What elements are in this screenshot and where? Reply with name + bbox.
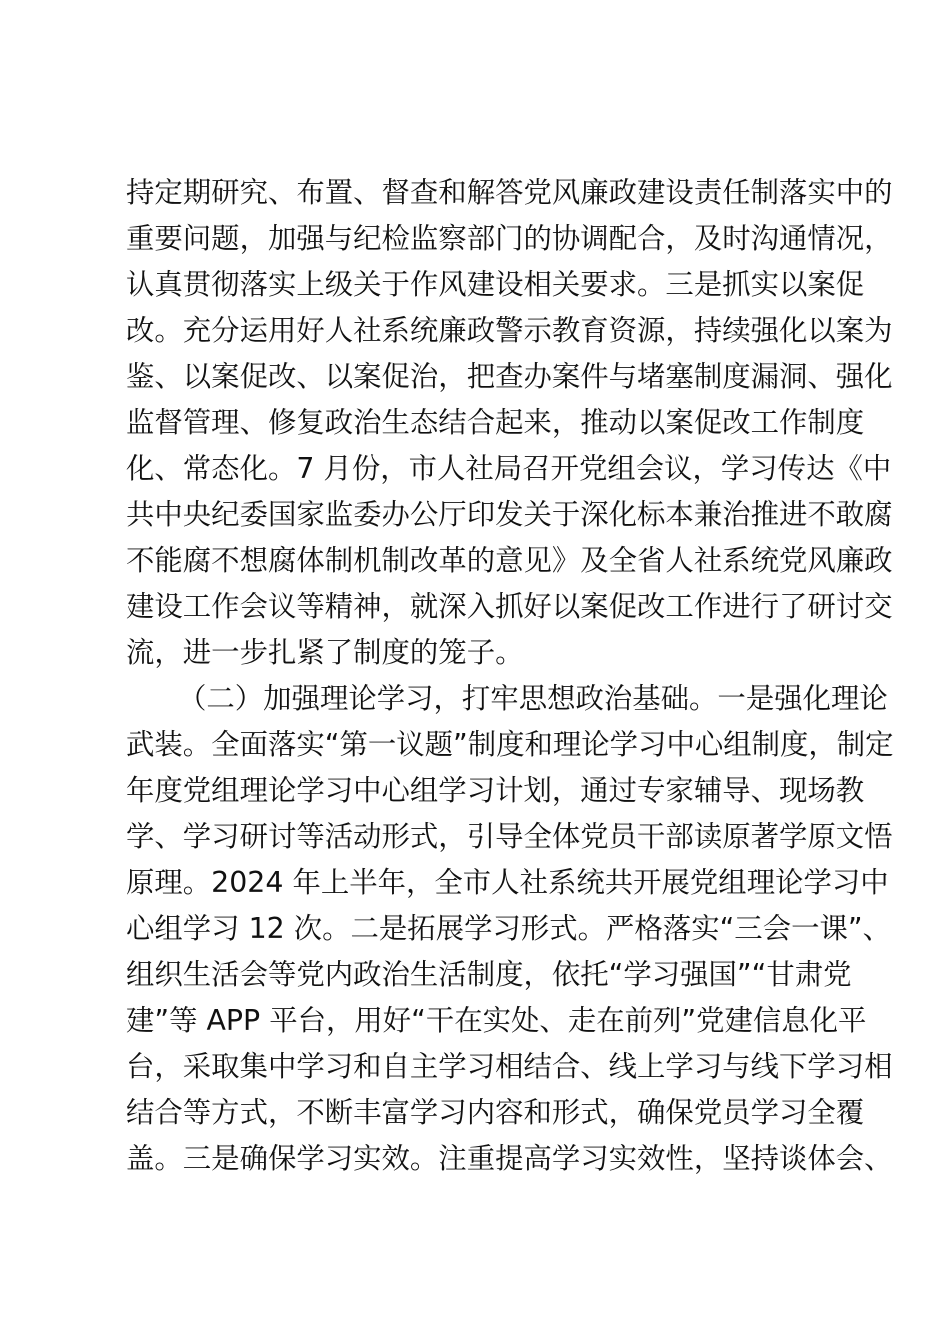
text-line: 共中央纪委国家监委办公厅印发关于深化标本兼治推进不敢腐 bbox=[126, 498, 893, 531]
text-line: 年度党组理论学习中心组学习计划，通过专家辅导、现场教 bbox=[126, 774, 865, 807]
text-line: 学、学习研讨等活动形式，引导全体党员干部读原著学原文悟 bbox=[126, 820, 893, 853]
text-line: 建设工作会议等精神，就深入抓好以案促改工作进行了研讨交 bbox=[126, 590, 893, 623]
text-line: 心组学习 12 次。二是拓展学习形式。严格落实“三会一课”、 bbox=[126, 912, 891, 945]
text-line: 不能腐不想腐体制机制改革的意见》及全省人社系统党风廉政 bbox=[126, 544, 893, 577]
text-line: 原理。2024 年上半年，全市人社系统共开展党组理论学习中 bbox=[126, 866, 889, 899]
text-line: 盖。三是确保学习实效。注重提高学习实效性，坚持谈体会、 bbox=[126, 1142, 893, 1175]
text-line: 化、常态化。7 月份，市人社局召开党组会议，学习传达《中 bbox=[126, 452, 892, 485]
text-line: 建”等 APP 平台，用好“干在实处、走在前列”党建信息化平 bbox=[126, 1004, 867, 1037]
text-line: 鉴、以案促改、以案促治，把查办案件与堵塞制度漏洞、强化 bbox=[126, 360, 893, 393]
text-line: 改。充分运用好人社系统廉政警示教育资源，持续强化以案为 bbox=[126, 314, 893, 347]
text-line: 结合等方式，不断丰富学习内容和形式，确保党员学习全覆 bbox=[126, 1096, 865, 1129]
text-line: 组织生活会等党内政治生活制度，依托“学习强国”“甘肃党 bbox=[126, 958, 852, 991]
text-line: 重要问题，加强与纪检监察部门的协调配合，及时沟通情况， bbox=[126, 222, 893, 255]
text-line: 持定期研究、布置、督查和解答党风廉政建设责任制落实中的 bbox=[126, 176, 893, 209]
text-line: 武装。全面落实“第一议题”制度和理论学习中心组制度，制定 bbox=[126, 728, 894, 761]
text-line: 流，进一步扎紧了制度的笼子。 bbox=[126, 636, 524, 669]
text-line: 监督管理、修复政治生态结合起来，推动以案促改工作制度 bbox=[126, 406, 865, 439]
text-line: 台，采取集中学习和自主学习相结合、线上学习与线下学习相 bbox=[126, 1050, 893, 1083]
text-line: 认真贯彻落实上级关于作风建设相关要求。三是抓实以案促 bbox=[126, 268, 865, 301]
section-heading-line: （二）加强理论学习，打牢思想政治基础。一是强化理论 bbox=[178, 682, 888, 715]
